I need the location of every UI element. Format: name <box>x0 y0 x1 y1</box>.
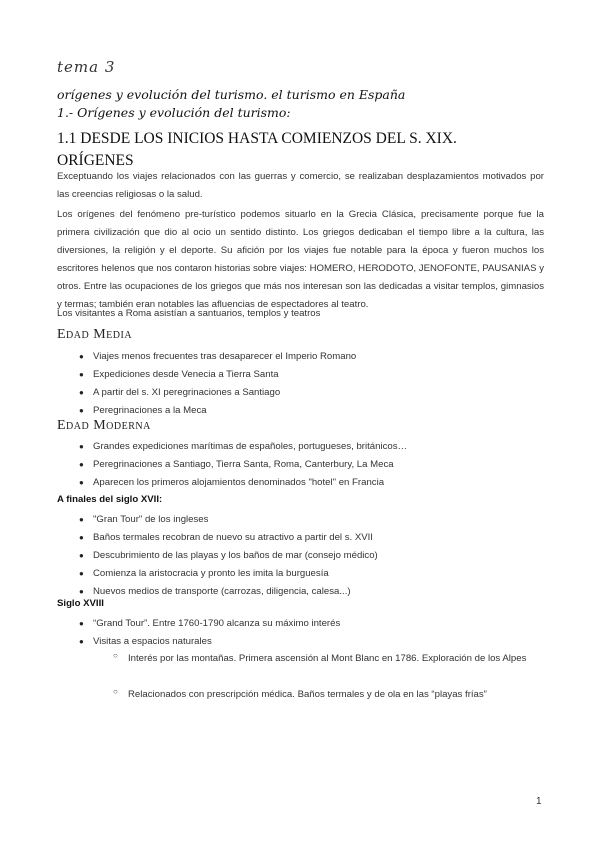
edad-media-heading: Edad Media <box>57 327 133 342</box>
bullet-icon: ● <box>79 619 84 628</box>
bullet-icon: ● <box>79 370 84 379</box>
list-item: ● Grandes expediciones marítimas de españoles, portugueses, británicos… <box>0 438 407 456</box>
bullet-icon: ● <box>79 515 84 524</box>
bullet-icon: ● <box>79 533 84 542</box>
bullet-icon: ● <box>79 478 84 487</box>
list-item: ● “Grand Tour”. Entre 1760-1790 alcanza su máximo interés <box>0 615 340 633</box>
bullet-icon: ● <box>79 551 84 560</box>
list-item: ● Viajes menos frecuentes tras desaparecer el Imperio Romano <box>0 348 356 366</box>
list-item: ● "Gran Tour" de los ingleses <box>0 511 378 529</box>
list-item: ● Baños termales recobran de nuevo su atractivo a partir del s. XVII <box>0 529 378 547</box>
siglo-xvii-label: A finales del siglo XVII: <box>57 494 163 505</box>
bullet-icon: ● <box>79 587 84 596</box>
sub-list-item: ○ Interés por las montañas. Primera ascensión al Mont Blanc en 1786. Exploración de los Alpes <box>113 651 527 664</box>
siglo-xvii-list <box>0 511 378 601</box>
bullet-icon: ● <box>79 637 84 646</box>
list-item: ● Expediciones desde Venecia a Tierra Santa <box>0 366 356 384</box>
bullet-icon: ● <box>79 569 84 578</box>
bullet-icon: ● <box>79 406 84 415</box>
origins-heading: ORÍGENES <box>57 152 134 169</box>
list-item: ● Visitas a espacios naturales <box>0 633 340 651</box>
section-title: 1.- Orígenes y evolución del turismo: <box>57 105 291 120</box>
list-item: ● Comienza la aristocracia y pronto les imita la burguesía <box>0 565 378 583</box>
document-title: orígenes y evolución del turismo. el turismo en España <box>57 87 406 102</box>
siglo-xviii-label: Siglo XVIII <box>57 598 104 609</box>
bullet-icon: ● <box>79 352 84 361</box>
siglo-xviii-list <box>0 615 340 651</box>
topic-label: tema 3 <box>57 58 116 76</box>
circle-bullet-icon: ○ <box>113 651 118 660</box>
list-item: ● Aparecen los primeros alojamientos denominados "hotel" en Francia <box>0 474 407 492</box>
paragraph-rome: Los visitantes a Roma asistían a santuarios, templos y teatros <box>57 308 321 319</box>
circle-bullet-icon: ○ <box>113 687 118 696</box>
bullet-icon: ● <box>79 460 84 469</box>
bullet-icon: ● <box>79 388 84 397</box>
edad-moderna-list <box>0 438 407 492</box>
paragraph-intro: Exceptuando los viajes relacionados con las guerras y comercio, se realizaban desplazamientos motivados por las creencias religiosas o la salud. <box>57 171 544 200</box>
section-heading: 1.1 DESDE LOS INICIOS HASTA COMIENZOS DEL S. XIX. <box>57 130 457 147</box>
page-number: 1 <box>536 796 542 807</box>
list-item: ● Descubrimiento de las playas y los baños de mar (consejo médico) <box>0 547 378 565</box>
list-item: ● A partir del s. XI peregrinaciones a Santiago <box>0 384 356 402</box>
paragraph-greece: Los orígenes del fenómeno pre-turístico podemos situarlo en la Grecia Clásica, precisamente porque fue la primera civilización que dio al ocio un sentido distinto. Los griegos dedicaban el tiempo libre a la cultura, las diversiones, la religión y el deporte. Su afición por los viajes fue notable para la época y fueron muchos los escritores helenos que nos contaron historias sobre viajes: HOMERO, HERODOTO, JENOFONTE, PAUSANIAS y otros. Entre las ocupaciones de los griegos que más nos interesan son las dedicadas a visitar templos, gimnasios y termas; también eran notables las afluencias de espectadores al teatro. <box>57 209 544 310</box>
list-item: ● Peregrinaciones a Santiago, Tierra Santa, Roma, Canterbury, La Meca <box>0 456 407 474</box>
list-item: ● Peregrinaciones a la Meca <box>0 402 356 420</box>
sub-list-item: ○ Relacionados con prescripción médica. Baños termales y de ola en las “playas frías” <box>113 687 487 700</box>
edad-moderna-heading: Edad Moderna <box>57 418 151 433</box>
edad-media-list <box>0 348 356 420</box>
list-item: ● Nuevos medios de transporte (carrozas, diligencia, calesa...) <box>0 583 378 601</box>
bullet-icon: ● <box>79 442 84 451</box>
